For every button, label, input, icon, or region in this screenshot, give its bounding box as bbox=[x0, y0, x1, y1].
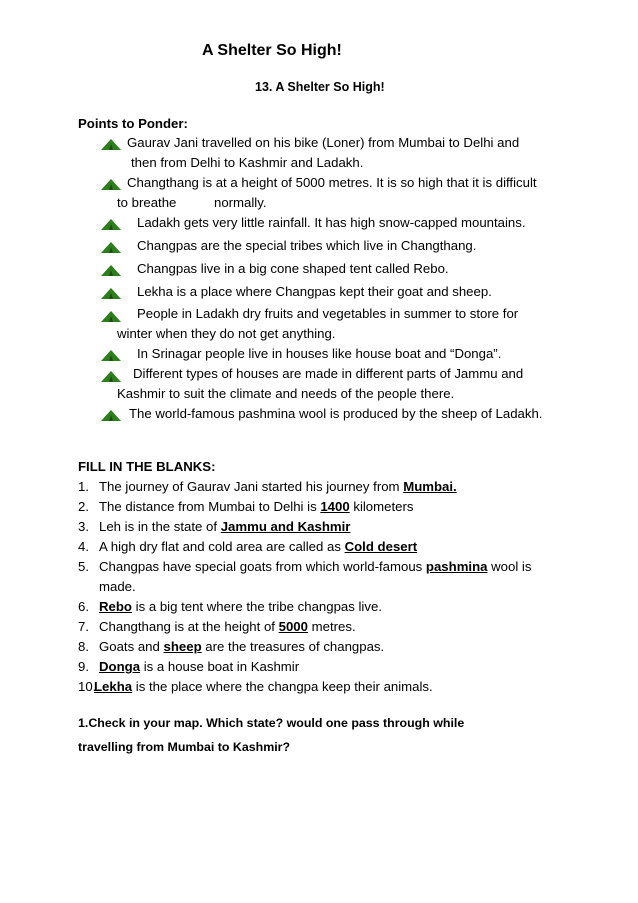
item-pre: The distance from Mumbai to Delhi is bbox=[99, 499, 321, 514]
item-answer: pashmina bbox=[425, 559, 488, 574]
item-text bbox=[99, 617, 356, 637]
item-pre: Goats and bbox=[99, 639, 164, 654]
chapter-title: 13. A Shelter So High! bbox=[255, 80, 385, 94]
blank-item-7 bbox=[78, 617, 356, 637]
tent-bullet-icon bbox=[100, 408, 122, 422]
tent-bullet-icon bbox=[100, 240, 122, 254]
ponder-item-1-line1: Gaurav Jani travelled on his bike (Loner) from Mumbai to Delhi and bbox=[127, 135, 520, 150]
item-post: metres. bbox=[307, 619, 356, 634]
item-answer: sheep bbox=[163, 639, 202, 654]
blank-item-3 bbox=[78, 517, 351, 537]
item-post: is the place where the changpa keep their animals. bbox=[132, 679, 433, 694]
item-post: wool is bbox=[487, 559, 532, 574]
ponder-item-3: Ladakh gets very little rainfall. It has high snow-capped mountains. bbox=[137, 215, 526, 230]
item-post: kilometers bbox=[349, 499, 414, 514]
item-answer: Mumbai. bbox=[403, 479, 457, 494]
ponder-item-10: The world-famous pashmina wool is produced by the sheep of Ladakh. bbox=[129, 406, 543, 421]
blank-item-8 bbox=[78, 637, 385, 657]
tent-bullet-icon bbox=[100, 309, 122, 323]
item-text bbox=[99, 517, 350, 537]
ponder-item-4: Changpas are the special tribes which live in Changthang. bbox=[137, 238, 477, 253]
ponder-item-6: Lekha is a place where Changpas kept their goat and sheep. bbox=[137, 284, 492, 299]
ponder-item-7-line1: People in Ladakh dry fruits and vegetables in summer to store for bbox=[137, 306, 519, 321]
ponder-item-9-line2: Kashmir to suit the climate and needs of the people there. bbox=[117, 386, 455, 401]
map-question-line2: travelling from Mumbai to Kashmir? bbox=[78, 740, 291, 754]
ponder-heading: Points to Ponder: bbox=[78, 116, 188, 131]
ponder-item-2-line1: Changthang is at a height of 5000 metres. It is so high that it is difficult bbox=[127, 175, 537, 190]
item-number: 6. bbox=[78, 599, 89, 614]
ponder-item-8: In Srinagar people live in houses like house boat and “Donga”. bbox=[137, 346, 502, 361]
item-pre: Changthang is at the height of bbox=[99, 619, 279, 634]
item-text bbox=[99, 637, 384, 657]
item-answer: 1400 bbox=[320, 499, 350, 514]
blank-item-10 bbox=[78, 677, 433, 697]
item-text bbox=[99, 657, 299, 677]
ponder-item-5: Changpas live in a big cone shaped tent called Rebo. bbox=[137, 261, 449, 276]
item-pre: Changpas have special goats from which world-famous bbox=[99, 559, 426, 574]
item-post: is a house boat in Kashmir bbox=[140, 659, 300, 674]
tent-bullet-icon bbox=[100, 263, 122, 277]
tent-bullet-icon bbox=[100, 137, 122, 151]
tent-bullet-icon bbox=[100, 177, 122, 191]
item-post: are the treasures of changpas. bbox=[201, 639, 385, 654]
tent-bullet-icon bbox=[100, 217, 122, 231]
ponder-item-2-line2b: normally. bbox=[214, 195, 267, 210]
item-text bbox=[99, 537, 417, 557]
item-answer: 5000 bbox=[278, 619, 308, 634]
blank-item-2 bbox=[78, 497, 414, 517]
item-number: 7. bbox=[78, 619, 89, 634]
item-text bbox=[99, 557, 531, 577]
item-answer: Donga bbox=[99, 659, 141, 674]
item-number: 3. bbox=[78, 519, 89, 534]
item-pre: Leh is in the state of bbox=[99, 519, 221, 534]
ponder-item-7-line2: winter when they do not get anything. bbox=[117, 326, 336, 341]
item-answer: Lekha bbox=[94, 679, 133, 694]
item-answer: Jammu and Kashmir bbox=[220, 519, 351, 534]
item-answer: Rebo bbox=[99, 599, 132, 614]
item-number: 10. bbox=[78, 679, 97, 694]
ponder-item-2-line2a: to breathe bbox=[117, 195, 177, 210]
item-pre: The journey of Gaurav Jani started his journey from bbox=[99, 479, 404, 494]
item-answer: Cold desert bbox=[344, 539, 418, 554]
tent-bullet-icon bbox=[100, 369, 122, 383]
blank-item-4 bbox=[78, 537, 418, 557]
main-title: A Shelter So High! bbox=[202, 42, 342, 59]
item-number: 8. bbox=[78, 639, 89, 654]
item-number: 2. bbox=[78, 499, 89, 514]
blank-item-9 bbox=[78, 657, 300, 677]
blank-item-5 bbox=[78, 557, 532, 577]
ponder-item-9-line1: Different types of houses are made in different parts of Jammu and bbox=[133, 366, 524, 381]
item-text bbox=[99, 497, 413, 517]
blank-item-1 bbox=[78, 477, 457, 497]
map-question-line1: 1.Check in your map. Which state? would one pass through while bbox=[78, 716, 465, 730]
item-number: 4. bbox=[78, 539, 89, 554]
ponder-item-1-line2: then from Delhi to Kashmir and Ladakh. bbox=[131, 155, 364, 170]
blank-item-5-line2: made. bbox=[99, 579, 136, 594]
tent-bullet-icon bbox=[100, 286, 122, 300]
item-text bbox=[99, 477, 457, 497]
item-number: 5. bbox=[78, 559, 89, 574]
blank-item-6 bbox=[78, 597, 382, 617]
item-number: 1. bbox=[78, 479, 89, 494]
tent-bullet-icon bbox=[100, 348, 122, 362]
item-pre: A high dry flat and cold area are called as bbox=[99, 539, 345, 554]
item-text bbox=[94, 677, 433, 697]
item-text bbox=[99, 597, 382, 617]
item-number: 9. bbox=[78, 659, 89, 674]
item-post: is a big tent where the tribe changpas live. bbox=[131, 599, 382, 614]
blanks-heading: FILL IN THE BLANKS: bbox=[78, 459, 216, 474]
